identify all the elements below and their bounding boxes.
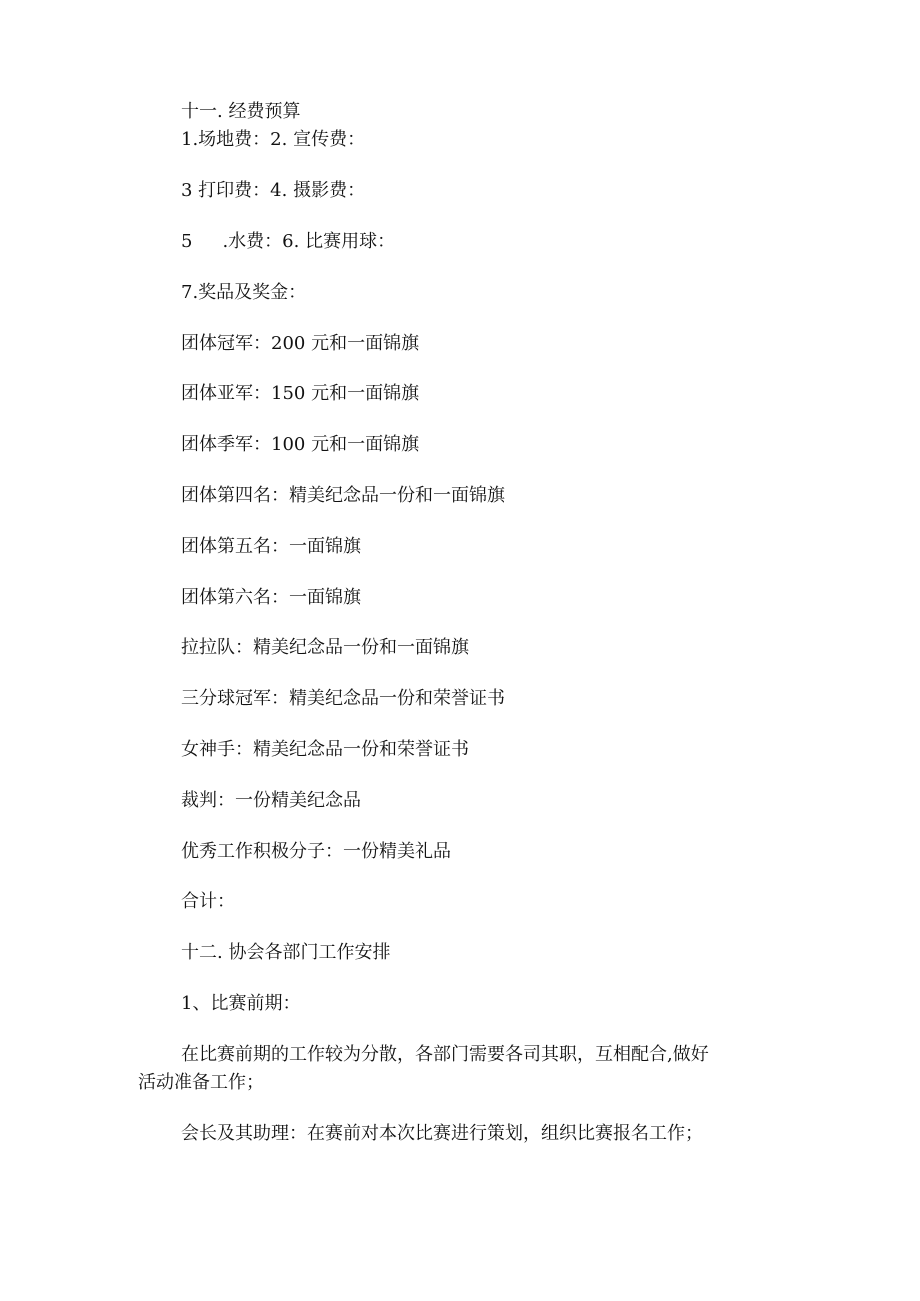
budget-line-2: 3 打印费：4. 摄影费： [181,180,366,201]
paragraph-1-line-1: 在比赛前期的工作较为分散，各部门需要各司其职，互相配合,做好 [181,1044,709,1065]
budget-total: 合计： [181,891,235,912]
prize-item: 团体第六名：一面锦旗 [181,587,361,608]
subsection-1-title: 1、比赛前期： [181,993,301,1014]
prize-item: 团体季军：100 元和一面锦旗 [181,434,420,455]
prize-item: 团体第四名：精美纪念品一份和一面锦旗 [181,485,505,506]
budget-line-3 [181,230,395,254]
budget-line-1: 1.场地费：2. 宣传费： [181,129,366,150]
prize-item: 女神手：精美纪念品一份和荣誉证书 [181,739,469,760]
budget-line-3-number: 5 [181,231,193,252]
prize-item: 三分球冠军：精美纪念品一份和荣誉证书 [181,688,505,709]
prize-item: 拉拉队：精美纪念品一份和一面锦旗 [181,637,469,658]
prize-item: 裁判：一份精美纪念品 [181,790,361,811]
prize-item: 团体冠军：200 元和一面锦旗 [181,333,420,354]
prize-item: 团体亚军：150 元和一面锦旗 [181,383,420,404]
paragraph-2: 会长及其助理：在赛前对本次比赛进行策划，组织比赛报名工作； [181,1123,703,1144]
budget-line-3-text: .水费：6. 比赛用球： [222,231,396,252]
section-12-title: 十二. 协会各部门工作安排 [181,942,391,963]
section-11-title: 十一. 经费预算 [181,101,301,122]
prize-item: 团体第五名：一面锦旗 [181,536,361,557]
prize-item: 优秀工作积极分子：一份精美礼品 [181,841,451,862]
budget-line-4: 7.奖品及奖金： [181,282,307,303]
paragraph-1-line-2: 活动准备工作； [138,1072,264,1093]
